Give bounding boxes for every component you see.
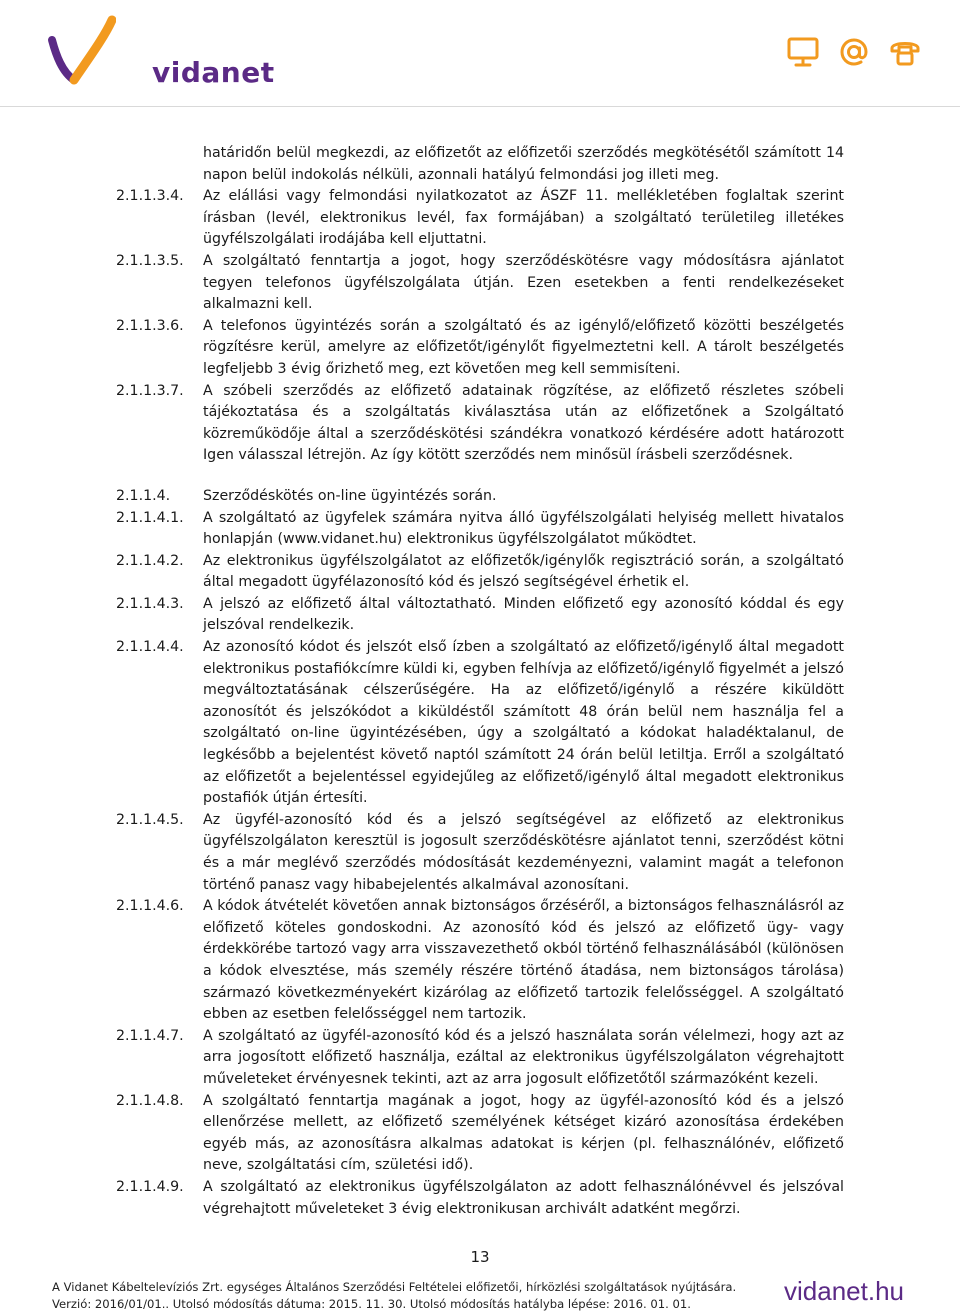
continuation-paragraph: határidőn belül megkezdi, az előfizetőt az előfizetői szerződés megkötésétől számított 14 napon belül indokolás nélküli, azonnali hatályú felmondási jog illeti meg. xyxy=(203,145,844,183)
section-heading-title: Szerződéskötés on-line ügyintézés során. xyxy=(203,487,497,504)
at-sign-icon[interactable] xyxy=(838,36,870,68)
page-number: 13 xyxy=(470,1248,490,1266)
logo-text: vidanet xyxy=(152,56,275,89)
phone-icon[interactable] xyxy=(888,36,922,68)
document-body xyxy=(116,143,844,1220)
clause-number: 2.1.1.4.9. xyxy=(116,1178,184,1195)
clause-item xyxy=(116,251,844,316)
clause-item xyxy=(116,896,844,1026)
vidanet-logo xyxy=(46,10,275,90)
header-icons xyxy=(786,36,922,68)
clause-item xyxy=(116,637,844,810)
clause-number: 2.1.1.3.7. xyxy=(116,382,184,399)
clause-text: A szolgáltató fenntartja a jogot, hogy szerződéskötésre vagy módosításra ajánlatot tegyen telefonos ügyfélszolgálata útján. Ezen esetekben a fenti rendelkezéseket alkalmazni kell. xyxy=(203,252,844,313)
clause-item xyxy=(116,810,844,896)
vidanet-logo-mark-icon xyxy=(46,10,116,90)
footer-version-line: Verzió: 2016/01/01.. Utolsó módosítás dátuma: 2015. 11. 30. Utolsó módosítás hatályba lépése: 2016. 01. 01. xyxy=(52,1297,691,1311)
clause-number: 2.1.1.4.1. xyxy=(116,509,184,526)
clause-number: 2.1.1.4.5. xyxy=(116,811,184,828)
clause-item xyxy=(116,316,844,381)
clause-number: 2.1.1.4.3. xyxy=(116,595,184,612)
clause-number: 2.1.1.4.4. xyxy=(116,639,184,656)
footer-company-line: A Vidanet Kábeltelevíziós Zrt. egységes Általános Szerződési Feltételei előfizetői, hírközlési szolgáltatások nyújtására. xyxy=(52,1280,737,1294)
clause-text: A szóbeli szerződés az előfizető adatainak rögzítése, az előfizető részletes szóbeli tájékoztatása és a szolgáltatás kiválasztása után az előfizetőnek a Szolgáltató közreműködője által a szerződéskötési szándékra vonatkozó kérdésére adott határozott Igen válasszal létrejön. Az így kötött szerződés nem minősül írásbeli szerződésnek. xyxy=(203,382,844,464)
header-divider xyxy=(0,106,960,107)
section-heading-number: 2.1.1.4. xyxy=(116,487,171,504)
page-header xyxy=(0,0,960,108)
clause-text: A szolgáltató az ügyfél-azonosító kód és a jelszó használata során vélelmezi, hogy azt az arra jogosított előfizető használja, ezáltal az elektronikus ügyfélszolgálaton végrehajtott műveleteket érvényesnek tekinti, azt az arra jogosult előfizetőtől származóként kezeli. xyxy=(203,1027,844,1087)
clause-number: 2.1.1.4.2. xyxy=(116,552,184,569)
clause-number: 2.1.1.4.6. xyxy=(116,898,184,915)
clause-text: A szolgáltató fenntartja magának a jogot, hogy az ügyfél-azonosító kód és a jelszó ellenőrzése mellett, az előfizető személyének kétséget kizáró azonosítása érdekében egyéb más, az azonosításra alkalmas adatokat is kérjen (pl. felhasználónév, előfizető neve, szolgáltatási cím, születési idő). xyxy=(203,1092,844,1174)
clause-number: 2.1.1.3.4. xyxy=(116,188,184,205)
clause-item xyxy=(116,508,844,551)
footer-brand[interactable]: vidanet.hu xyxy=(784,1276,904,1306)
clause-number: 2.1.1.4.7. xyxy=(116,1027,184,1044)
clause-item xyxy=(116,1177,844,1220)
monitor-icon[interactable] xyxy=(786,36,820,68)
clause-text: Az elállási vagy felmondási nyilatkozatot az ÁSZF 11. mellékletében foglaltak szerint írásban (levél, elektronikus levél, fax formájában) a szolgáltató területileg illetékes ügyfélszolgálati irodájába kell eljuttatni. xyxy=(203,188,844,248)
clause-item xyxy=(116,551,844,594)
clause-text: A kódok átvételét követően annak biztonságos őrzéséről, a biztonságos felhasználásról az előfizető köteles gondoskodni. Az azonosító kód és jelszó az előfizető ügy- vagy érdekkörébe tartozó vagy arra visszavezethető okból történő felhasználásából (különösen a kódok elvesztése, más személy részére történő átadása, nem biztonságos tárolása) származó következményekért kizárólag az előfizető tartozik felelősséggel. A szolgáltató ebben az esetben felelősséggel nem tartozik. xyxy=(203,898,844,1023)
section-4-items xyxy=(116,508,844,1221)
clause-number: 2.1.1.3.6. xyxy=(116,317,184,334)
section-3-items xyxy=(116,186,844,467)
clause-item xyxy=(116,1026,844,1091)
section-heading xyxy=(116,486,844,508)
clause-text: Az elektronikus ügyfélszolgálatot az előfizetők/igénylők regisztráció során, a szolgáltató által megadott ügyfélazonosító kód és jelszó segítségével érhetik el. xyxy=(203,552,844,591)
clause-text: A jelszó az előfizető által változtatható. Minden előfizető egy azonosító kóddal és egy jelszóval rendelkezik. xyxy=(203,595,844,634)
clause-text: Az ügyfél-azonosító kód és a jelszó segítségével az előfizető az elektronikus ügyfélszolgálaton keresztül is jogosult szerződéskötésre ajánlatot tenni, szerződést kötni és a már meglévő szerződés módosítását kezdeményezni, valamint magát a telefonon történő panasz vagy hibabejelentés alkalmával azonosítani. xyxy=(203,811,844,893)
clause-item xyxy=(116,1091,844,1177)
clause-text: A szolgáltató az ügyfelek számára nyitva álló ügyfélszolgálati helyiség mellett hivatalos honlapján (www.vidanet.hu) elektronikus ügyfélszolgálatot működtet. xyxy=(203,509,844,548)
clause-text: Az azonosító kódot és jelszót első ízben a szolgáltató az előfizető/igénylő által megadott elektronikus postafiókcímre küldi ki, egyben felhívja az előfizető/igénylő figyelmét a jelszó megváltoztatásának célszerűségére. Ha az előfizető/igénylő a részére kiküldött azonosítót és jelszókódot a kiküldéstől számított 48 órán belül nem használja fel a szolgáltató on-line ügyintézésében, úgy a szolgáltató a kódokat haladéktalanul, de legkésőbb a bejelentést követő naptól számított 24 órán belül letiltja. Erről a szolgáltató az előfizetőt a bejelentéssel egyidejűleg az előfizető/igénylő által megadott elektronikus postafiók útján értesíti. xyxy=(203,639,844,807)
clause-number: 2.1.1.3.5. xyxy=(116,252,184,269)
clause-text: A szolgáltató az elektronikus ügyfélszolgálaton az adott felhasználónévvel és jelszóval végrehajtott műveleteket 3 évig elektronikusan archivált adatként megőrzi. xyxy=(203,1178,844,1217)
clause-item xyxy=(116,381,844,467)
clause-item xyxy=(116,594,844,637)
clause-number: 2.1.1.4.8. xyxy=(116,1092,184,1109)
clause-text: A telefonos ügyintézés során a szolgáltató és az igénylő/előfizető közötti beszélgetés rögzítésre kerül, amelyre az előfizetőt/igénylőt figyelmeztetni kell. A tárolt beszélgetés legfeljebb 3 évig őrizhető meg, ezt követően meg kell semmisíteni. xyxy=(203,317,844,377)
clause-item xyxy=(116,186,844,251)
